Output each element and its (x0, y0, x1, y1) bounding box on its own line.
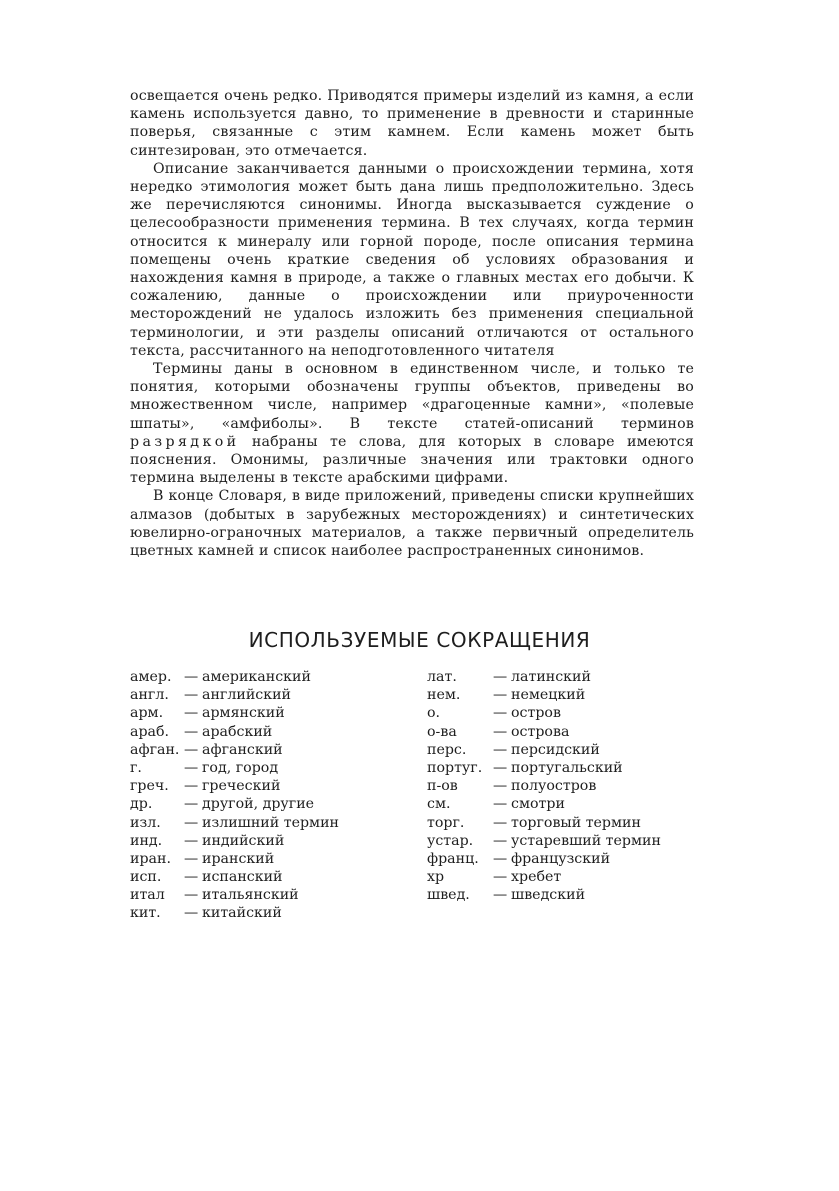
abbreviation-meaning: острова (511, 723, 570, 740)
abbreviation-meaning: французский (511, 850, 611, 867)
abbreviation-row (130, 850, 339, 868)
abbreviation-dash: — (184, 759, 199, 776)
abbreviation-meaning: торговый термин (511, 814, 641, 831)
abbreviation-dash: — (184, 687, 199, 704)
abbreviation-meaning: немецкий (511, 687, 586, 704)
paragraph-text: освещается очень редко. Приводятся примеры изделий из камня, а если камень используется давно, то применение в древности и старинные поверья, связанные с этим камнем. Если камень может быть синтезирован, это отмечается. (130, 88, 694, 159)
abbreviation-meaning: устаревший термин (511, 832, 661, 849)
abbreviation-dash: — (493, 887, 508, 904)
abbreviation-term: г. (130, 759, 142, 776)
abbreviation-meaning: остров (511, 705, 561, 722)
abbreviation-row (427, 868, 661, 886)
abbreviation-term: п-ов (427, 778, 458, 795)
abbreviation-row (427, 723, 661, 741)
abbreviation-row (427, 759, 661, 777)
abbreviation-row (427, 850, 661, 868)
body-text (130, 87, 694, 560)
abbreviation-row (130, 686, 339, 704)
abbreviation-dash: — (184, 741, 199, 758)
abbreviation-term: швед. (427, 887, 470, 904)
abbreviation-dash: — (184, 832, 199, 849)
abbreviation-term: устар. (427, 832, 474, 849)
abbreviation-term: иран. (130, 850, 171, 867)
abbreviation-meaning: армянский (202, 705, 285, 722)
abbreviation-meaning: иранский (202, 850, 275, 867)
abbreviation-dash: — (493, 814, 508, 831)
abbreviation-term: хр (427, 869, 445, 886)
abbreviation-dash: — (493, 832, 508, 849)
abbreviation-row (130, 759, 339, 777)
abbreviation-term: торг. (427, 814, 465, 831)
abbreviation-term: португ. (427, 759, 483, 776)
abbreviation-meaning: арабский (202, 723, 273, 740)
abbreviations-list-right (427, 668, 661, 904)
abbreviation-meaning: год, город (202, 759, 279, 776)
abbreviations-heading: ИСПОЛЬЗУЕМЫЕ СОКРАЩЕНИЯ (248, 628, 591, 652)
abbreviation-meaning: португальский (511, 759, 623, 776)
abbreviation-dash: — (493, 723, 508, 740)
abbreviation-row (130, 668, 339, 686)
abbreviation-term: см. (427, 796, 451, 813)
paragraph (130, 160, 694, 360)
spaced-term: разрядкой (130, 433, 240, 450)
abbreviation-row (130, 886, 339, 904)
abbreviation-dash: — (493, 759, 508, 776)
abbreviation-dash: — (184, 850, 199, 867)
abbreviation-row (130, 814, 339, 832)
abbreviation-row (427, 814, 661, 832)
abbreviation-term: амер. (130, 669, 172, 685)
abbreviation-meaning: испанский (202, 869, 283, 886)
abbreviation-term: инд. (130, 832, 163, 849)
abbreviation-dash: — (184, 887, 199, 904)
abbreviation-meaning: английский (202, 687, 291, 704)
abbreviation-meaning: полуостров (511, 778, 597, 795)
abbreviation-row (130, 777, 339, 795)
abbreviation-term: исп. (130, 869, 162, 886)
abbreviation-term: араб. (130, 723, 170, 740)
abbreviation-meaning: другой, другие (202, 796, 315, 813)
abbreviation-dash: — (184, 669, 199, 685)
abbreviation-meaning: латинский (511, 669, 591, 685)
abbreviation-dash: — (493, 850, 508, 867)
abbreviation-dash: — (493, 796, 508, 813)
abbreviation-term: кит. (130, 905, 161, 922)
abbreviation-term: греч. (130, 778, 169, 795)
abbreviation-meaning: излишний термин (202, 814, 340, 831)
abbreviation-term: итал (130, 887, 165, 904)
abbreviations-list-left (130, 668, 339, 923)
abbreviation-meaning: персидский (511, 741, 600, 758)
abbreviation-row (130, 741, 339, 759)
abbreviation-meaning: греческий (202, 778, 281, 795)
abbreviation-dash: — (493, 705, 508, 722)
abbreviation-meaning: индийский (202, 832, 285, 849)
paragraph (130, 87, 694, 160)
paragraph (130, 360, 694, 487)
abbreviation-term: франц. (427, 850, 479, 867)
abbreviation-dash: — (493, 778, 508, 795)
abbreviation-row (427, 668, 661, 686)
abbreviation-meaning: афганский (202, 741, 283, 758)
abbreviation-row (427, 686, 661, 704)
abbreviation-dash: — (184, 905, 199, 922)
abbreviation-term: англ. (130, 687, 169, 704)
paragraph-text: Термины даны в основном в единственном числе, и только те понятия, которыми обозначены группы объектов, приведены во множественном числе, например «драгоценные камни», «полевые шпаты», «амфиболы». В тексте статей-описаний терминов (130, 361, 694, 432)
paragraph (130, 487, 694, 560)
abbreviation-term: изл. (130, 814, 161, 831)
abbreviation-term: арм. (130, 705, 164, 722)
abbreviation-dash: — (493, 741, 508, 758)
abbreviation-dash: — (493, 869, 508, 886)
paragraph-text: Описание заканчивается данными о происхождении термина, хотя нередко этимология может быть дана лишь предположительно. Здесь же перечисляются синонимы. Иногда высказывается суждение о целесообразности применения термина. В тех случаях, когда термин относится к минералу или горной породе, после описания термина помещены очень краткие сведения об условиях образования и нахождения камня в природе, а также о главных местах его добычи. К сожалению, данные о происхождении или приуроченности месторождений не удалось изложить без применения специальной терминологии, и эти разделы описаний отличаются от остального текста, рассчитанного на неподготовленного читателя (130, 160, 694, 359)
abbreviation-row (427, 704, 661, 722)
abbreviation-meaning: китайский (202, 905, 282, 922)
abbreviation-row (427, 832, 661, 850)
abbreviation-term: афган. (130, 741, 180, 758)
abbreviation-row (427, 795, 661, 813)
abbreviation-term: лат. (427, 669, 457, 685)
paragraph-text: В конце Словаря, в виде приложений, приведены списки крупнейших алмазов (добытых в зарубежных месторождениях) и синтетических ювелирно-ограночных материалов, а также первичный определитель цветных камней и список наиболее распространенных синонимов. (130, 488, 694, 560)
abbreviation-row (130, 704, 339, 722)
abbreviation-dash: — (184, 723, 199, 740)
abbreviation-row (130, 832, 339, 850)
abbreviation-dash: — (184, 869, 199, 886)
abbreviation-dash: — (493, 687, 508, 704)
abbreviation-row (130, 723, 339, 741)
abbreviation-dash: — (184, 814, 199, 831)
abbreviation-dash: — (184, 778, 199, 795)
abbreviation-term: др. (130, 796, 153, 813)
abbreviation-row (427, 741, 661, 759)
abbreviation-term: о. (427, 705, 441, 722)
abbreviation-row (130, 868, 339, 886)
abbreviation-row (427, 777, 661, 795)
abbreviation-meaning: хребет (511, 869, 562, 886)
abbreviation-meaning: смотри (511, 796, 565, 813)
abbreviation-meaning: итальянский (202, 887, 299, 904)
abbreviation-row (130, 904, 339, 922)
abbreviation-row (130, 795, 339, 813)
abbreviation-term: перс. (427, 741, 467, 758)
abbreviation-term: нем. (427, 687, 461, 704)
abbreviation-row (427, 886, 661, 904)
abbreviation-meaning: шведский (511, 887, 586, 904)
paragraph-text: набраны те слова, для которых в словаре имеются пояснения. Омонимы, различные значения или трактовки одного термина выделены в тексте арабскими цифрами. (130, 433, 694, 487)
abbreviation-dash: — (184, 796, 199, 813)
abbreviation-term: о-ва (427, 723, 457, 740)
abbreviation-dash: — (184, 705, 199, 722)
abbreviation-meaning: американский (202, 669, 311, 685)
abbreviation-dash: — (493, 669, 508, 685)
